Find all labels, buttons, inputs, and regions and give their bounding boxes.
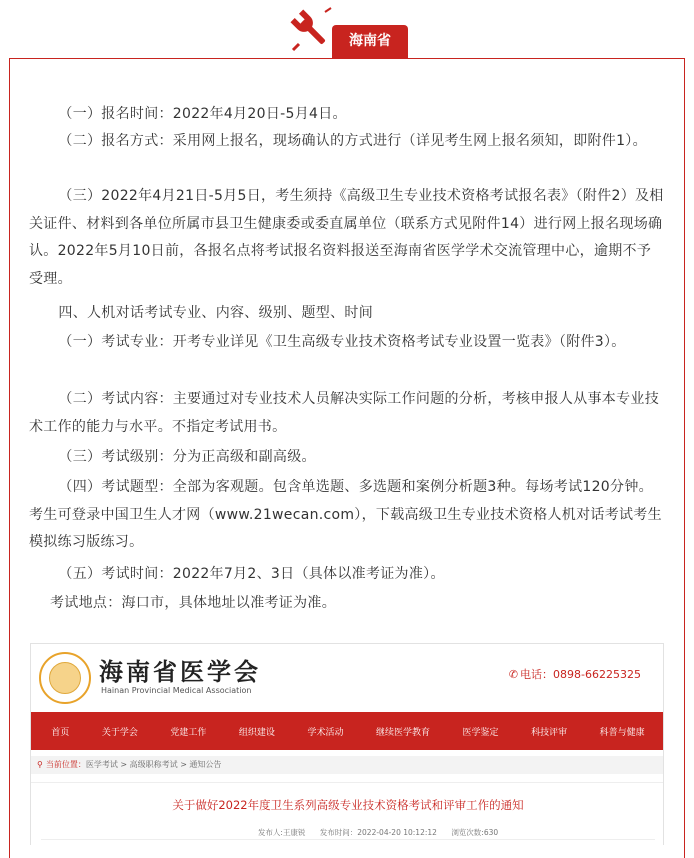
location-pin-icon: ⚲ (37, 760, 43, 769)
para-text: （三）考试级别：分为正高级和副高级。 (58, 449, 316, 465)
logo-emblem (49, 662, 81, 694)
wrench-icon (287, 6, 335, 54)
paragraph-7 (29, 444, 665, 472)
para-text: （二）考试内容：主要通过对专业技术人员解决实际工作问题的分析，考核申报人从事本专业技术工作的能力与水平。不指定考试用书。 (29, 391, 659, 435)
para-text: （四）考试题型：全部为客观题。包含单选题、多选题和案例分析题3种。每场考试120分钟。考生可登录中国卫生人才网（www.21wecan.com），下载高级卫生专业技术资格人机对话考试考生模拟练习版练习。 (29, 479, 662, 550)
paragraph-6 (29, 386, 665, 441)
breadcrumb-label: 当前位置： (45, 760, 86, 769)
paragraph-8 (29, 474, 665, 557)
nav-item-about[interactable]: 关于学会 (101, 727, 138, 738)
paragraph-2 (29, 128, 665, 156)
phone-icon: ✆ (508, 668, 519, 681)
para-text: （五）考试时间：2022年7月2、3日（具体以准考证为准）。 (58, 566, 445, 582)
paragraph-1 (29, 101, 665, 129)
org-name: 海南省医学会 (99, 657, 261, 686)
breadcrumb-path[interactable]: 医学考试 > 高级职称考试 > 通知公告 (85, 760, 222, 769)
association-logo (39, 652, 91, 704)
para-text: 四、人机对话考试专业、内容、级别、题型、时间 (58, 305, 373, 321)
para-text: （三）2022年4月21日-5月5日，考生须持《高级卫生专业技术资格考试报名表》（附件2）及相关证件、材料到各单位所属市县卫生健康委或委直属单位（联系方式见附件14）进行网上报名现场确认。2022年5月10日前，各报名点将考试报名资料报送至海南省医学学术交流管理中心，逾期不予受理。 (29, 188, 664, 287)
paragraph-9 (29, 561, 665, 589)
nav-item-appraisal[interactable]: 医学鉴定 (462, 727, 499, 738)
para-text: （一）考试专业：开考专业详见《卫生高级专业技术资格考试专业设置一览表》（附件3）。 (58, 334, 626, 350)
paragraph-10 (29, 590, 665, 618)
nav-item-health[interactable]: 科普与健康 (599, 727, 645, 738)
nav-item-cme[interactable]: 继续医学教育 (376, 727, 431, 738)
view-count: 浏览次数:630 (451, 828, 499, 837)
divider (41, 839, 655, 840)
nav-item-org[interactable]: 组织建设 (238, 727, 275, 738)
para-text: （二）报名方式：采用网上报名，现场确认的方式进行（详见考生网上报名须知，即附件1）。 (58, 133, 647, 149)
nav-item-academic[interactable]: 学术活动 (307, 727, 344, 738)
region-badge: 海南省 (332, 25, 408, 58)
nav-item-review[interactable]: 科技评审 (531, 727, 568, 738)
breadcrumb (31, 756, 664, 774)
nav-item-home[interactable]: 首页 (51, 727, 70, 738)
section-heading (29, 300, 665, 328)
org-name-en: Hainan Provincial Medical Association (101, 686, 252, 695)
phone-label: 电话：0898-66225325 (520, 668, 641, 681)
para-text: （一）报名时间：2022年4月20日-5月4日。 (58, 106, 347, 122)
article-meta (31, 827, 664, 838)
paragraph-3 (29, 183, 665, 293)
article-title: 关于做好2022年度卫生系列高级专业技术资格考试和评审工作的通知 (172, 798, 524, 812)
phone-contact (509, 666, 641, 682)
article-header (31, 782, 664, 845)
paragraph-5 (29, 329, 665, 357)
header-badge-area (0, 0, 694, 60)
publish-time: 发布时间：2022-04-20 10:12:12 (319, 828, 437, 837)
embedded-website-screenshot (30, 643, 664, 845)
publisher: 发布人:王康锐 (257, 828, 306, 837)
para-text: 考试地点：海口市，具体地址以准考证为准。 (50, 595, 336, 611)
site-nav (31, 712, 664, 750)
nav-item-party[interactable]: 党建工作 (170, 727, 207, 738)
